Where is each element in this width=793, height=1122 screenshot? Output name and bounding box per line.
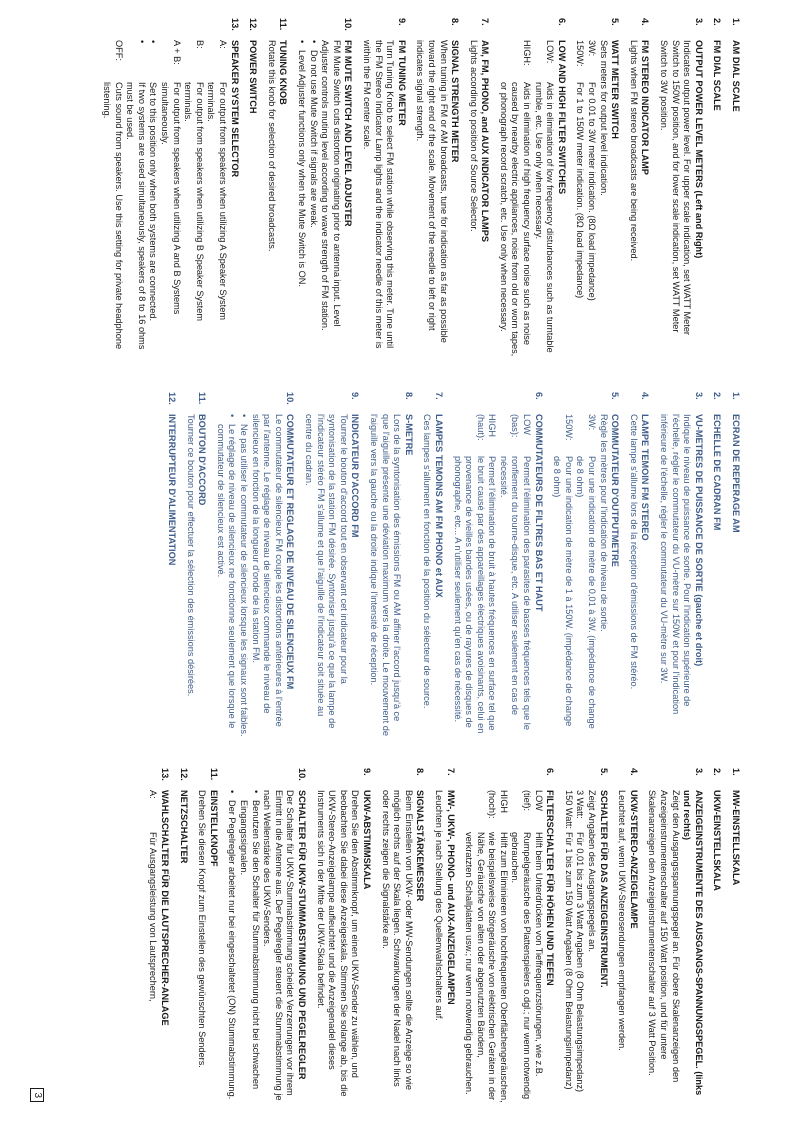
item-body — [627, 40, 650, 358]
option-row — [551, 414, 574, 738]
item-title: EINSTELLKNOPF — [208, 790, 219, 867]
note-text: Der Pegelregler arbeitet nur bei eingeschaltetet (ON) Stummabstimmung. — [227, 800, 238, 1100]
item-body — [467, 40, 490, 358]
list-item — [295, 18, 353, 358]
item-body — [574, 40, 620, 358]
item-title: FM TUNING METER — [396, 40, 407, 126]
option-row — [451, 414, 497, 738]
list-item — [657, 18, 703, 358]
item-text: Zeigt den Ausgangsspannungspegel an. Für obere Skalenanzeigen den Anzeigeinstrumentenschalter auf 150 Watt position, und für untere Skalenanzeigen den Anzeigeinstrumentenschalter auf 3 Watt Position. — [647, 790, 681, 1083]
list-item — [711, 392, 723, 738]
option-text: For output from speakers when utilizing A and B Systems simultaneously. — [160, 82, 182, 315]
list-item — [360, 18, 406, 358]
item-title: SCHALTER FÜR DAS ANZEIGEINSTRUMENT. — [598, 790, 609, 988]
item-title: VU-METRES DE PUISSANCE DE SORTIE (gauche et droit) — [693, 414, 704, 667]
option-label: 3 Watt: — [575, 790, 586, 819]
list-item — [627, 18, 650, 358]
item-text: Zeigt Angaben des Ausgangspegels an. — [587, 790, 598, 952]
item-title: COMMUTATEUR D'OUTPUTMETRE — [610, 414, 621, 567]
option-text: Für 0,01 bis zum 3 Watt Angaben (8 Ohm Belastungsimpedanz) — [575, 832, 586, 1093]
option-label: • — [148, 40, 159, 44]
item-body — [247, 40, 259, 358]
item-body — [497, 40, 567, 358]
list-item — [551, 392, 621, 738]
option-label: 3W: — [587, 414, 598, 431]
item-text: Turn Tuning Knob to select FM station while observing this meter. Tune until the FM Stereo Indicator Lamp lights and the indicator needle of this meter is within the FM center scale. — [361, 40, 396, 349]
item-body — [421, 414, 444, 738]
item-body — [147, 790, 170, 1104]
option-label: LOW (tief): — [522, 790, 544, 811]
item-body — [214, 414, 295, 738]
item-body — [165, 414, 177, 738]
option-text: Hilft beim Unterdrücken von Tieffrequenzstörungen, wie z.B. Rumpelgeräusche des Plattenspielers o.dgl.; nur wenn notwendig gebrauchen. — [510, 832, 544, 1100]
item-text: Rotate this knob for selection of desired broadcasts. — [266, 40, 277, 252]
item-title: AM, FM, PHONO, and AUX INDICATOR LAMPS — [480, 40, 491, 242]
item-title: BOUTON D'ACCORD — [197, 414, 208, 506]
item-body — [302, 414, 360, 738]
item-title: FILTERSCHALTER FÜR HÖHEN UND TIEFEN — [545, 790, 556, 986]
option-label: • — [136, 40, 147, 44]
option-row — [562, 790, 574, 1104]
option-text: Permet l'élimination des parasites de basses fréquences tels que le ronflement du tourne-disque, etc. A utiliser seulement en cas de nécessité. — [498, 456, 533, 730]
item-text: Indique le niveau de puissance de sortie. Pour l'indication supérieure de l'échelle, régler le commutateur du VU-mètre sur 150W et pour l'indication inférieure de l'échelle, régler le commutateur du VU-mètre sur 3W. — [659, 414, 693, 715]
item-title: LAMPE TEMOIN FM STEREO — [640, 414, 651, 541]
item-text: Indicates output power level. For upper scale indication, set WATT Meter Switch to 150W position, and for lower scale indication, set WATT Meter Switch to 3W position. — [659, 40, 693, 335]
item-title: ECRAN DE REPERAGE AM — [731, 414, 741, 533]
bullet-icon: • — [308, 40, 319, 44]
note-text: Level Adjuster functions only when the Mute Switch is ON. — [297, 50, 307, 287]
list-item — [497, 18, 567, 358]
item-title: OUTPUT POWER LEVEL METERS (Left and Right) — [693, 40, 704, 259]
item-body — [226, 790, 307, 1104]
option-text: Aids in elimination of low frequency disturbances such as turntable rumble, etc. Use only when necessary. — [533, 82, 556, 353]
list-item — [414, 18, 460, 358]
item-number: 4. — [628, 768, 639, 776]
list-item — [226, 768, 307, 1104]
option-text: Pour une indication de mètre de 0,01 à 3W. (impédance de change de 8 ohm) — [575, 456, 598, 729]
option-text: Aids in elimination of high frequency surface noise such as noise caused by nearby electric appliances, noise from old or worn tapes, or phonograph record scratch, etc. Use only when necessary. — [498, 82, 533, 357]
list-item — [379, 768, 425, 1104]
item-body — [101, 40, 240, 358]
item-body — [551, 414, 621, 738]
item-number: 5. — [598, 768, 609, 776]
item-number: 1. — [731, 768, 741, 776]
bullet-icon: • — [227, 790, 238, 794]
item-number: 1. — [731, 392, 741, 400]
item-title: LAMPES TEMOINS AM FM PHONO et AUX — [433, 414, 444, 598]
item-number: 4. — [640, 18, 651, 26]
option-text: For output from speakers when utilizing B Speaker System terminals. — [183, 82, 205, 321]
list-item — [711, 18, 723, 358]
option-label: HIGH (haut): — [475, 414, 498, 441]
item-body — [367, 414, 413, 738]
item-body — [177, 790, 189, 1104]
item-text: Le commutateur de silencieux FM coupe les distortions antérieures à l'entrée par l'antenne. Le réglage de niveau de silencieux commande le niveau de silencieux en fonction de la longueur d'onde de la station FM. — [250, 414, 284, 727]
item-title: MW-, UKW-, PHONO- und AUX-ANZEIGELAMPEN — [445, 790, 456, 1005]
item-text: Lors de la syntonisation des émissions FM ou AM affiner l'accord jusqu'à ce que l'aiguille présente une déviation maximum vers la droite. Le mouvement de l'aiguille vers la gauche ou la droite indique l'intensité de réception. — [368, 414, 403, 736]
option-label: 150W: — [563, 414, 574, 441]
option-row — [585, 40, 597, 358]
item-title: UKW-STEREO-ANZEIGELAMPE — [628, 790, 639, 929]
item-title: ANZEIGEINSTRUMENTE DES AUSGANGS-SPANNUNGSPEGEL. (links und rechts) — [682, 790, 704, 1096]
item-text: Sets meters for output level indication. — [598, 40, 609, 196]
item-title: WAHLSCHALTER FÜR DIE LAUTSPRECHER-ANLAGE — [160, 790, 171, 1026]
item-text: Ces lampes s'allument en fonction de la position du sélecteur de source. — [422, 414, 433, 709]
item-body — [451, 414, 544, 738]
item-number: 9. — [396, 18, 407, 26]
note-text: Do not use Mute Switch if signals are weak. — [308, 50, 319, 228]
option-row — [532, 40, 555, 358]
item-number: 11. — [197, 392, 208, 405]
list-item — [467, 18, 490, 358]
list-item — [247, 18, 259, 358]
item-text: Drehen Sie diesen Knopf zum Einstellen des gewünschten Senders. — [197, 790, 208, 1068]
item-title: SCHALTER FÜR UKW-STUMMABSTIMMUNG UND PEGELREGLER — [297, 790, 307, 1080]
option-text: Set to this position only when both systems are connected. — [148, 82, 159, 322]
option-label: A + B: — [171, 40, 182, 65]
item-body — [184, 414, 207, 738]
item-body — [414, 40, 460, 358]
item-number: 7. — [445, 768, 456, 776]
option-label: HIGH (hoch): — [487, 790, 509, 819]
item-text: Beim Einstellen von UKW- oder MW-Sendungen sollte die Anzeige so wie möglich rechts auf der Skala liegen. Schwankungen der Nadel nach links oder rechts zeigen die Signalstärke an. — [380, 790, 414, 1090]
note-item — [295, 40, 307, 358]
item-number: 3. — [693, 18, 704, 26]
item-number: 3. — [693, 392, 704, 400]
item-number: 2. — [712, 392, 723, 400]
item-number: 8. — [450, 18, 461, 26]
list-item — [729, 18, 741, 358]
option-label: 150 Watt: — [563, 790, 574, 829]
option-text: For 1 to 150W meter indication. (8Ω load impedance) — [575, 82, 586, 299]
item-number: 2. — [712, 18, 723, 26]
list-item — [101, 18, 240, 358]
item-text: Lights when FM stereo broadcasts are being received. — [628, 40, 639, 262]
list-item — [314, 768, 372, 1104]
item-text: Drehen Sie den Abstimmknopf, um einen UKW-Sender zu wählen, und beobachten Sie dabei diese Anzeigeskala. Stimmen Sie solange ab, bis die UKW-Stereo-Anzeigelampe aufleuchtet und die Anzeigenadel dieses Instruments sich in der Mitte der UKW-Skala befindet. — [315, 790, 361, 1097]
option-row — [124, 40, 147, 358]
item-body — [729, 414, 741, 738]
item-number: 6. — [545, 768, 556, 776]
note-item — [307, 40, 319, 358]
list-item — [177, 768, 189, 1104]
item-title: FM DIAL SCALE — [712, 40, 723, 111]
item-body — [432, 790, 455, 1104]
french-column — [91, 392, 741, 738]
item-number: 10. — [343, 18, 354, 31]
german-column — [91, 768, 741, 1104]
list-item — [196, 768, 219, 1104]
item-title: ECHELLE DE CADRAN FM — [712, 414, 723, 531]
list-item — [646, 768, 704, 1104]
note-item — [214, 414, 237, 738]
item-body — [646, 790, 704, 1104]
list-item — [302, 392, 360, 738]
option-text: Cuts sound from speakers. Use this setting for private headphone listening. — [102, 82, 124, 350]
item-title: NETZSCHALTER — [178, 790, 189, 864]
option-label: 3W: — [587, 40, 598, 57]
option-row — [497, 414, 532, 738]
item-number: 8. — [403, 392, 414, 400]
list-item — [432, 768, 455, 1104]
item-body — [729, 790, 741, 1104]
item-text: Règle les mètres pour l'indication de niveau de sortie. — [598, 414, 609, 632]
item-number: 10. — [285, 392, 296, 405]
item-number: 6. — [533, 392, 544, 400]
list-item — [616, 768, 639, 1104]
item-number: 7. — [433, 392, 444, 400]
note-item — [237, 414, 249, 738]
item-title: UKW-ABSTIMMSKALA — [361, 790, 372, 890]
item-title: COMMUTATEUR ET REGLAGE DE NIVEAU DE SILENCIEUX FM — [285, 414, 296, 690]
option-row — [182, 40, 205, 358]
bullet-icon: • — [297, 40, 307, 44]
option-text: For output from speakers when utilizing A Speaker System terminals. — [206, 82, 229, 320]
item-title: INDICATEUR D'ACCORD FM — [350, 414, 361, 538]
option-text: Permet l'élimination de bruit à hautes fréquences en surface tel que le bruit causé par des appareillages électriques avoisinants, celui en provenance de vieilles bandes usées, ou de rayures de disques de phonographe, etc... A n'utiliser seulement qu'en cas de nécessité. — [452, 456, 498, 734]
bullet-icon: • — [250, 790, 261, 794]
item-title: SIGNALSTÄRKEMESSER — [415, 790, 426, 902]
option-label: HIGH: — [522, 40, 533, 66]
item-number: 3. — [693, 768, 704, 776]
item-body — [314, 790, 372, 1104]
option-row — [147, 40, 159, 358]
option-text: Für Ausgangsleistung von Lautsprechern, — [148, 832, 159, 1002]
option-row — [205, 40, 228, 358]
item-title: AM DIAL SCALE — [731, 40, 741, 112]
item-body — [463, 790, 556, 1104]
item-text: Leuchten je nach Stellung des Quellenwahlschalters auf. — [433, 790, 444, 1021]
option-label: A: — [148, 790, 159, 799]
item-text: Tourner le bouton d'accord tout en observant cet indicateur pour la syntonisation de la station FM désirée. Syntoniser jusqu'à ce que la lampe de l'indicateur stéréo FM s'allume et que l'aiguille de l'indicateur soit située au centre du cadran. — [304, 414, 349, 729]
english-column — [91, 18, 741, 358]
option-label: LOW (bas): — [510, 414, 533, 438]
item-text: Der Schalter für UKW-Stummabstimmung scheidet Verzerrungen vor ihrem Eintritt in die Antenne aus. Der Pegelregler steuert die Stummabstimmung je nach Wellenstärke des UKW-Senders. — [262, 790, 296, 1101]
item-body — [562, 790, 608, 1104]
option-row — [574, 414, 597, 738]
item-title: FM MUTE SWITCH AND LEVEL ADJUSTER — [343, 40, 354, 227]
item-number: 11. — [208, 768, 219, 781]
item-title: WATT METER SWITCH — [610, 40, 621, 139]
item-number: 12. — [248, 18, 259, 31]
item-body — [711, 40, 723, 358]
item-title: TUNING KNOB — [278, 40, 289, 105]
item-text: Leuchtet auf, wenn UKW-Stereosendungen empfangen werden. — [617, 790, 628, 1051]
item-text: FM Mute Switch cuts distortion originating prior to antenna input. Level Adjuster controls muting level according to wave strength of FM station. — [320, 40, 342, 331]
item-body — [616, 790, 639, 1104]
option-row — [463, 790, 509, 1104]
item-number: 13. — [229, 18, 240, 31]
list-item — [451, 392, 544, 738]
item-text: Tourner ce bouton pour effectuer la sélection des émissions désirées. — [185, 414, 196, 697]
bullet-icon: • — [239, 414, 250, 418]
option-label: B: — [194, 40, 205, 49]
option-row — [101, 40, 124, 358]
list-item — [729, 392, 741, 738]
list-item — [627, 392, 650, 738]
list-item — [165, 392, 177, 738]
option-row — [509, 790, 544, 1104]
note-text: Ne pas utiliser le commutateur de silencieux lorsque les signaux sont faibles. — [239, 424, 250, 737]
item-body — [657, 40, 703, 358]
option-label: 150W: — [575, 40, 586, 67]
option-label: LOW: — [545, 40, 556, 64]
item-body — [711, 414, 723, 738]
item-number: 11. — [278, 18, 289, 31]
item-number: 13. — [160, 768, 171, 781]
item-title: UKW-EINSTELLSKALA — [712, 790, 723, 891]
item-number: 7. — [480, 18, 491, 26]
item-number: 9. — [361, 768, 372, 776]
item-body — [627, 414, 650, 738]
list-item — [574, 18, 620, 358]
item-text: When tuning in FM or AM broadcasts, tune for indication as far as possible toward the right end of the scale. Movement of the needle to left or right indicates signal strength. — [415, 40, 449, 343]
page-number: 3 — [30, 1088, 44, 1102]
list-item — [657, 392, 703, 738]
item-title: INTERRUPTEUR D'ALIMENTATION — [167, 414, 178, 566]
list-item — [367, 392, 413, 738]
list-item — [421, 392, 444, 738]
item-title: S-METRE — [403, 414, 414, 456]
bullet-icon: • — [227, 414, 238, 418]
list-item — [711, 768, 723, 1104]
item-title: POWER SWITCH — [248, 40, 259, 114]
item-body — [295, 40, 353, 358]
item-body — [360, 40, 406, 358]
item-number: 10. — [297, 768, 307, 781]
item-title: COMMUTATEURS DE FILTRES BAS ET HAUT — [533, 414, 544, 612]
item-title: SIGNAL STRENGTH METER — [450, 40, 461, 163]
option-row — [574, 40, 586, 358]
item-body — [729, 40, 741, 358]
option-row — [158, 40, 181, 358]
list-item — [265, 18, 288, 358]
list-item — [214, 392, 295, 738]
item-body — [265, 40, 288, 358]
item-number: 12. — [167, 392, 178, 405]
list-item — [147, 768, 170, 1104]
option-label: OFF: — [113, 40, 124, 61]
item-number: 12. — [178, 768, 189, 781]
item-text: Lights according to position of Source Selector. — [468, 40, 479, 232]
option-label: A: — [218, 40, 229, 49]
note-item — [226, 790, 238, 1104]
option-text: Pour une indication de mètre de 1 à 150W. (impédance de change de 8 ohm) — [552, 456, 574, 727]
option-row — [574, 790, 586, 1104]
note-text: Le réglage de niveau de silencieux ne fonctionne seulement que lorsque le commutateur de silencieux est activé. — [215, 424, 238, 729]
item-number: 2. — [712, 768, 723, 776]
item-number: 5. — [610, 392, 621, 400]
item-number: 1. — [731, 18, 741, 26]
note-text: Benutzen Sie den Schalter für Stummabstimmung nicht bei schwachen Eingangssignalen. — [239, 800, 261, 1090]
item-number: 4. — [640, 392, 651, 400]
option-row — [147, 790, 159, 1104]
item-text: Cette lampe s'allume lors de la réception d'émissions de FM stéréo. — [628, 414, 639, 690]
item-number: 8. — [415, 768, 426, 776]
item-title: LOW AND HIGH FILTER SWITCHES — [556, 40, 567, 195]
item-number: 6. — [556, 18, 567, 26]
item-number: 9. — [350, 392, 361, 400]
option-row — [497, 40, 532, 358]
item-body — [379, 790, 425, 1104]
note-item — [237, 790, 260, 1104]
item-title: SPEAKER SYSTEM SELECTOR — [229, 40, 240, 178]
item-title: MW-EINSTELLSKALA — [731, 790, 741, 886]
list-item — [463, 768, 556, 1104]
item-body — [196, 790, 219, 1104]
item-body — [711, 790, 723, 1104]
option-text: Hilft zum Eliminieren von hochfrequenten Oberflächengeräuschen, wie beispielsweise Störgeräusche von elektrischen Geräten in der Nähe, Geräusche von alten oder abgenutzten Bändern, verkratzten Schallplatten usw.; nur wenn notwendig gebrauchen. — [464, 832, 509, 1103]
list-item — [184, 392, 207, 738]
option-text: For 0.01 to 3W meter indication. (8Ω load impedance) — [587, 82, 598, 301]
item-number: 5. — [610, 18, 621, 26]
list-item — [729, 768, 741, 1104]
option-text: If two systems are used simultaneously, speakers of 8 to 16 ohms must be used. — [125, 82, 147, 350]
list-item — [562, 768, 608, 1104]
option-text: Für 1 bis zum 150 Watt Angaben (8 Ohm Belastungsimpedanz) — [563, 832, 574, 1090]
item-title: FM STEREO INDICATOR LAMP — [640, 40, 651, 175]
item-body — [657, 414, 703, 738]
